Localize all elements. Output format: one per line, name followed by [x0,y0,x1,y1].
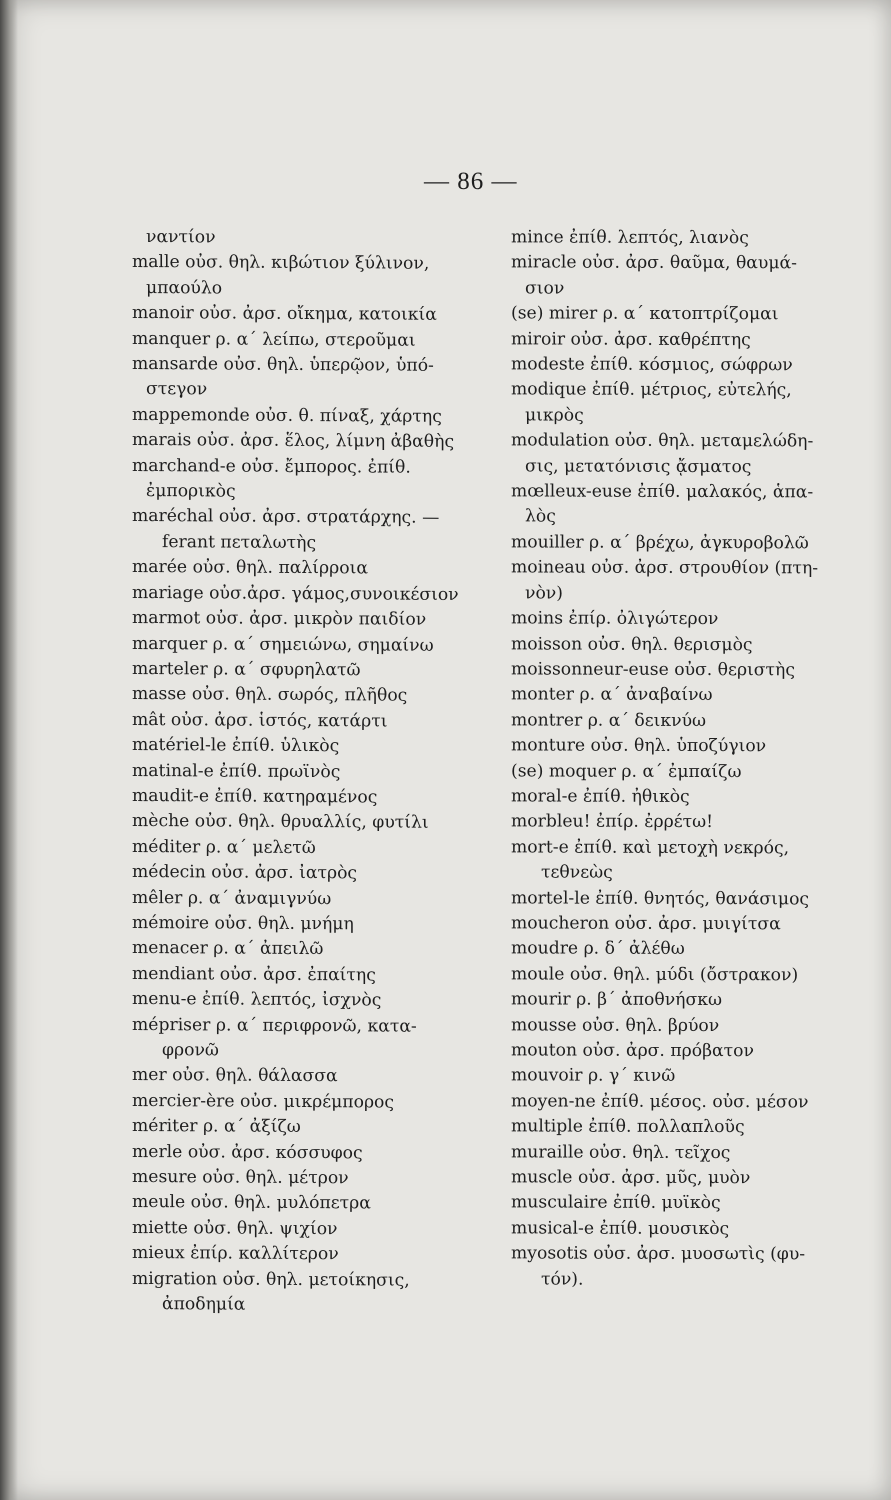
dictionary-entry-line: marquer ρ. α΄ σημειώνω, σημαίνω [132,633,434,656]
dictionary-entry-line: marmot οὐσ. ἀρσ. μικρὸν παιδίον [132,608,427,630]
dictionary-entry-line: meule οὐσ. θηλ. μυλόπετρα [132,1192,371,1214]
dictionary-entry-line: miette οὐσ. θηλ. ψιχίον [132,1217,338,1240]
dictionary-entry-line: monture οὐσ. θηλ. ὑποζύγιον [511,735,767,757]
dictionary-entry-line: manquer ρ. α΄ λείπω, στεροῦμαι [132,328,416,351]
dictionary-entry-line: (se) moquer ρ. α΄ ἐμπαίζω [511,760,742,782]
dictionary-entry-line: mêler ρ. α΄ ἀναμιγνύω [132,887,332,909]
dictionary-entry-line: marais οὐσ. ἀρσ. ἕλος, λίμνη ἀβαθὴς [132,430,455,453]
dictionary-entry-line: mansarde οὐσ. θηλ. ὑπερῷον, ὑπό- [132,353,434,376]
dictionary-entry-line: mépriser ρ. α΄ περιφρονῶ, κατα- [132,1014,417,1037]
dictionary-entry-line: σις, μετατόνισις ᾄσματος [525,456,752,477]
dictionary-entry-line: marteler ρ. α΄ σφυρηλατῶ [132,658,361,681]
dictionary-entry-line: mouvoir ρ. γ΄ κινῶ [511,1065,676,1087]
left-column [132,226,477,1318]
dictionary-entry-line: muraille οὐσ. θηλ. τεῖχος [511,1141,731,1163]
dictionary-entry-line: myosotis οὐσ. ἀρσ. μυοσωτὶς (φυ- [511,1243,806,1265]
dictionary-entry-line: miroir οὐσ. ἀρσ. καθρέπτης [511,328,751,350]
dictionary-entry-line: miracle οὐσ. ἀρσ. θαῦμα, θαυμά- [511,252,797,274]
page-gutter-shadow [0,0,18,1500]
dictionary-entry-line: matériel-le ἐπίθ. ὑλικὸς [132,735,340,757]
dictionary-entry-line: ferant πεταλωτὴς [162,532,317,553]
dictionary-entry-line: νὸν) [525,583,563,604]
dictionary-entry-line: λὸς [525,506,556,527]
dictionary-entry-line: menacer ρ. α΄ ἀπειλῶ [132,938,324,960]
dictionary-entry-line: mourir ρ. β΄ ἀποθνήσκω [511,989,722,1011]
dictionary-entry-line: modeste ἐπίθ. κόσμιος, σώφρων [511,354,793,376]
dictionary-entry-line: moins ἐπίρ. ὀλιγώτερον [511,608,719,630]
dictionary-entry-line: morbleu! ἐπίρ. ἐρρέτω! [511,811,714,833]
dictionary-entry-line: musculaire ἐπίθ. μυϊκὸς [511,1192,721,1214]
right-column [511,226,883,1293]
dictionary-entry-line: multiple ἐπίθ. πολλαπλοῦς [511,1116,745,1138]
dictionary-entry-line: modique ἐπίθ. μέτριος, εὐτελής, [511,379,792,401]
dictionary-entry-line: σιον [525,278,565,299]
dictionary-entry-line: τόν). [541,1269,584,1290]
dictionary-entry-line: mousse οὐσ. θηλ. βρύον [511,1014,720,1036]
dictionary-entry-line: mercier-ère οὐσ. μικρέμπορος [132,1090,395,1113]
dictionary-entry-line: moral-e ἐπίθ. ἠθικὸς [511,786,690,807]
dictionary-entry-line: mœlleux-euse ἐπίθ. μαλακός, ἁπα- [511,481,814,503]
dictionary-entry-line: méditer ρ. α΄ μελετῶ [132,836,316,858]
dictionary-entry-line: τεθνεὼς [541,862,613,883]
dictionary-entry-line: muscle οὐσ. ἀρσ. μῦς, μυὸν [511,1167,751,1189]
dictionary-entry-line: menu-e ἐπίθ. λεπτός, ἰσχνὸς [132,989,382,1011]
dictionary-entry-line: monter ρ. α΄ ἀναβαίνω [511,684,713,706]
dictionary-entry-line: matinal-e ἐπίθ. πρωϊνὸς [132,760,341,782]
dictionary-entry-line: merle οὐσ. ἀρσ. κόσσυφος [132,1141,363,1163]
dictionary-entry-line: mappemonde οὐσ. θ. πίναξ, χάρτης [132,404,442,427]
dictionary-entry-line: manoir οὐσ. ἀρσ. οἴκημα, κατοικία [132,303,437,326]
dictionary-entry-line: moyen-ne ἐπίθ. μέσος. οὐσ. μέσον [511,1091,809,1113]
dictionary-entry-line: maréchal οὐσ. ἀρσ. στρατάρχης. — [132,506,440,529]
dictionary-entry-line: mortel-le ἐπίθ. θνητός, θανάσιμος [511,887,810,909]
dictionary-entry-line: maudit-e ἐπίθ. κατηραμένος [132,785,378,808]
dictionary-entry-line: modulation οὐσ. θηλ. μεταμελώδη- [511,430,814,452]
dictionary-entry-line: ἀποδημία [162,1294,246,1315]
dictionary-entry-line: mesure οὐσ. θηλ. μέτρον [132,1166,349,1189]
dictionary-entry-line: mèche οὐσ. θηλ. θρυαλλίς, φυτίλι [132,811,429,834]
dictionary-entry-line: moule οὐσ. θηλ. μύδι (ὄστρακον) [511,964,799,986]
dictionary-entry-line: μπαούλο [146,277,223,299]
dictionary-entry-line: moineau οὐσ. ἀρσ. στρουθίον (πτη- [511,557,819,579]
dictionary-entry-line: μικρὸς [525,405,584,426]
dictionary-entry-line: mât οὐσ. ἀρσ. ἱστός, κατάρτι [132,709,388,732]
dictionary-entry-line: mieux ἐπίρ. καλλίτερον [132,1243,339,1265]
dictionary-entry-line: masse οὐσ. θηλ. σωρός, πλῆθος [132,684,408,706]
dictionary-entry-line: migration οὐσ. θηλ. μετοίκησις, [132,1268,410,1291]
dictionary-entry-line: mince ἐπίθ. λεπτός, λιανὸς [511,227,749,249]
dictionary-entry-line: moucheron οὐσ. ἀρσ. μυιγίτσα [511,913,781,935]
dictionary-entry-line: malle οὐσ. θηλ. κιβώτιον ξύλινον, [132,252,430,275]
dictionary-entry-line: marée οὐσ. θηλ. παλίρροια [132,557,368,579]
dictionary-entry-line: montrer ρ. α΄ δεικνύω [511,710,707,731]
dictionary-entry-line: musical-e ἐπίθ. μουσικὸς [511,1218,730,1239]
dictionary-entry-line: ἐμπορικὸς [146,481,236,502]
dictionary-entry-line: φρονῶ [162,1040,219,1061]
dictionary-entry-line: mort-e ἐπίθ. καὶ μετοχὴ νεκρός, [511,837,790,859]
dictionary-entry-line: moissonneur-euse οὐσ. θεριστὴς [511,659,795,681]
dictionary-entry-line: ναντίον [146,227,216,248]
dictionary-entry-line: marchand-e οὐσ. ἔμπορος. ἐπίθ. [132,455,411,478]
dictionary-entry-line: mendiant οὐσ. ἀρσ. ἐπαίτης [132,963,376,986]
dictionary-entry-line: mariage οὐσ.ἀρσ. γάμος,συνοικέσιον [132,582,459,605]
dictionary-entry-line: médecin οὐσ. ἀρσ. ἰατρὸς [132,862,358,884]
dictionary-entry-line: (se) mirer ρ. α΄ κατοπτρίζομαι [511,303,779,325]
dictionary-entry-line: moisson οὐσ. θηλ. θερισμὸς [511,633,753,655]
dictionary-entry-line: mouton οὐσ. ἀρσ. πρόβατον [511,1040,754,1062]
dictionary-entry-line: mériter ρ. α΄ ἀξίζω [132,1116,301,1138]
dictionary-entry-line: moudre ρ. δ΄ ἀλέθω [511,938,685,960]
dictionary-entry-line: mer οὐσ. θηλ. θάλασσα [132,1065,338,1087]
dictionary-entry-line: στεγον [146,379,208,400]
page-number: — 86 — [424,168,518,195]
dictionary-entry-line: mouiller ρ. α΄ βρέχω, ἀγκυροβολῶ [511,532,809,554]
dictionary-entry-line: mémoire οὐσ. θηλ. μνήμη [132,912,354,935]
